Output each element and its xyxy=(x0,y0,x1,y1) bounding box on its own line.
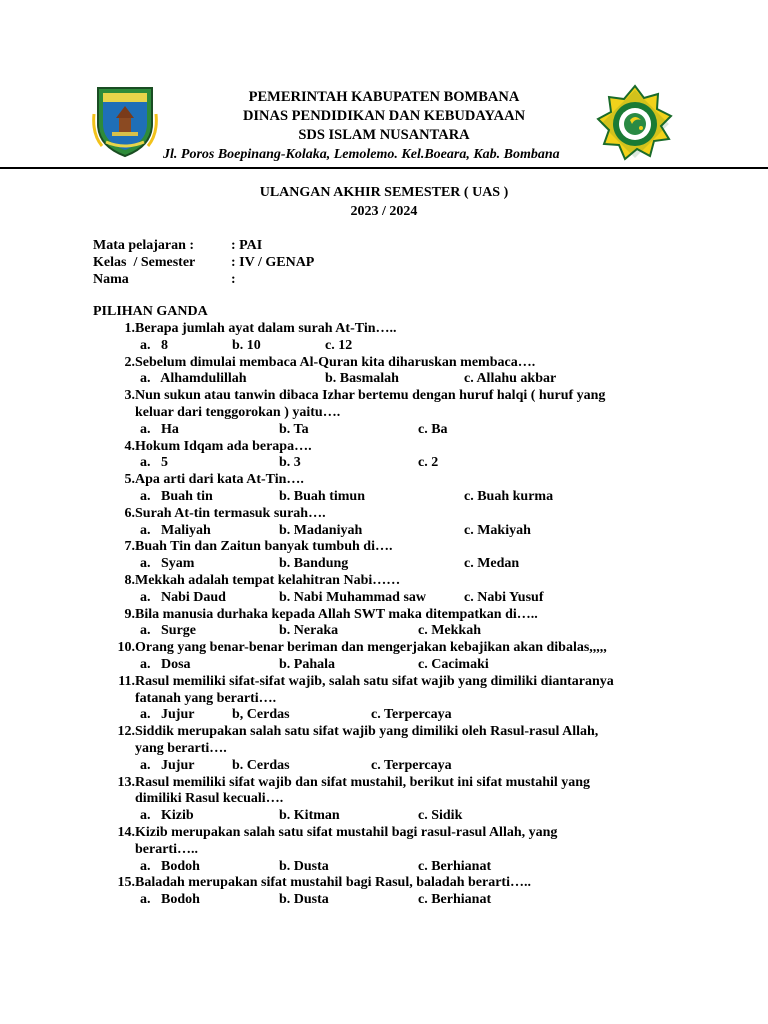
answer-option: a. Alhamdulillah xyxy=(140,371,247,387)
question-text: Buah Tin dan Zaitun banyak tumbuh di…. xyxy=(135,539,393,555)
header-department: DINAS PENDIDIKAN DAN KEBUDAYAAN xyxy=(242,108,526,124)
answer-option: a. Bodoh xyxy=(140,858,200,874)
answer-option: a. Dosa xyxy=(140,656,191,672)
answer-option: a. Syam xyxy=(140,556,195,572)
info-value: : IV / GENAP xyxy=(231,255,315,270)
info-label: Kelas / Semester xyxy=(93,255,196,270)
answer-option: b, Cerdas xyxy=(232,707,290,723)
answer-option: c. Terpercaya xyxy=(371,757,452,773)
question-text: Kizib merupakan salah satu sifat mustahil bagi rasul-rasul Allah, yang xyxy=(135,824,558,840)
answer-option: a. Nabi Daud xyxy=(140,589,226,605)
question-number: 6. xyxy=(124,505,135,521)
question-text: Baladah merupakan sifat mustahil bagi Rasul, baladah berarti….. xyxy=(135,875,531,891)
info-value: : xyxy=(231,272,236,287)
answer-option: a. Surge xyxy=(140,623,196,639)
header-address: Jl. Poros Boepinang-Kolaka, Lemolemo. Kel.Boeara, Kab. Bombana xyxy=(163,147,560,162)
question-number: 14. xyxy=(117,824,135,840)
question-item xyxy=(93,674,693,724)
question-item xyxy=(93,775,693,825)
question-item xyxy=(93,640,693,674)
question-number: 11. xyxy=(118,673,135,689)
answer-option: b. Dusta xyxy=(279,858,329,874)
answer-options xyxy=(93,707,693,724)
question-number: 15. xyxy=(117,875,135,891)
answer-options xyxy=(93,455,693,472)
question-item xyxy=(93,573,693,607)
question-item xyxy=(93,506,693,540)
question-text: Sebelum dimulai membaca Al-Quran kita diharuskan membaca…. xyxy=(135,354,536,370)
answer-option: a. Maliyah xyxy=(140,522,211,538)
question-number: 3. xyxy=(124,388,135,404)
question-number: 2. xyxy=(124,354,135,370)
info-value: : PAI xyxy=(231,238,263,253)
question-item xyxy=(93,472,693,506)
answer-options xyxy=(93,371,693,388)
question-item xyxy=(93,724,693,774)
answer-option: c. Buah kurma xyxy=(464,488,554,504)
answer-option: c. Medan xyxy=(464,556,520,572)
header-school: SDS ISLAM NUSANTARA xyxy=(298,127,470,143)
answer-option: a. Ha xyxy=(140,421,179,437)
question-item xyxy=(93,355,693,389)
section-title: PILIHAN GANDA xyxy=(93,304,208,319)
answer-options xyxy=(93,808,693,825)
answer-option: c. Berhianat xyxy=(418,892,492,908)
answer-option: a. Bodoh xyxy=(140,892,200,908)
info-row-subject xyxy=(93,237,314,254)
question-list xyxy=(93,321,693,909)
question-text: Nun sukun atau tanwin dibaca Izhar bertemu dengan huruf halqi ( huruf yang xyxy=(135,388,606,404)
question-number: 10. xyxy=(117,640,135,656)
exam-year: 2023 / 2024 xyxy=(350,204,418,219)
answer-options xyxy=(93,758,693,775)
question-item xyxy=(93,321,693,355)
question-text: berarti….. xyxy=(135,841,198,857)
question-item xyxy=(93,539,693,573)
info-label: Nama xyxy=(93,272,129,287)
answer-option: c. Terpercaya xyxy=(371,707,452,723)
answer-option: c. Sidik xyxy=(418,808,463,824)
letterhead xyxy=(0,0,768,170)
answer-option: a. Kizib xyxy=(140,808,194,824)
question-item xyxy=(93,875,693,909)
answer-option: c. Allahu akbar xyxy=(464,371,557,387)
answer-options xyxy=(93,489,693,506)
answer-option: c. Mekkah xyxy=(418,623,481,639)
answer-options xyxy=(93,892,693,909)
answer-options xyxy=(93,859,693,876)
answer-option: c. Nabi Yusuf xyxy=(464,589,544,605)
answer-option: c. 2 xyxy=(418,455,439,471)
info-label: Mata pelajaran : xyxy=(93,238,195,253)
question-text: Bila manusia durhaka kepada Allah SWT maka ditempatkan di….. xyxy=(135,606,538,622)
question-text: yang berarti…. xyxy=(135,740,227,756)
answer-option: b. Neraka xyxy=(279,623,339,639)
question-number: 4. xyxy=(124,438,135,454)
answer-option: b. 10 xyxy=(232,337,261,353)
answer-option: b. Dusta xyxy=(279,892,329,908)
question-text: keluar dari tenggorokan ) yaitu…. xyxy=(135,404,341,420)
answer-options xyxy=(93,623,693,640)
answer-options xyxy=(93,590,693,607)
question-text: Hokum Idqam ada berapa…. xyxy=(135,438,312,454)
answer-options xyxy=(93,422,693,439)
answer-options xyxy=(93,657,693,674)
question-text: fatanah yang berarti…. xyxy=(135,690,277,706)
question-text: Rasul memiliki sifat wajib dan sifat mustahil, berikut ini sifat mustahil yang xyxy=(135,774,591,790)
question-text: Siddik merupakan salah satu sifat wajib yang dimiliki oleh Rasul-rasul Allah, xyxy=(135,724,599,740)
answer-option: b. Bandung xyxy=(279,556,349,572)
question-number: 9. xyxy=(124,606,135,622)
answer-option: c. Berhianat xyxy=(418,858,492,874)
student-info xyxy=(93,237,314,288)
school-logo xyxy=(595,84,675,164)
answer-option: a. 5 xyxy=(140,455,168,471)
answer-options xyxy=(93,523,693,540)
answer-option: c. 12 xyxy=(325,337,353,353)
answer-option: c. Ba xyxy=(418,421,448,437)
question-number: 1. xyxy=(124,321,135,336)
question-item xyxy=(93,825,693,875)
answer-option: b. 3 xyxy=(279,455,301,471)
question-text: dimiliki Rasul kecuali…. xyxy=(135,791,284,807)
question-item xyxy=(93,607,693,641)
question-text: Apa arti dari kata At-Tin…. xyxy=(135,472,304,488)
answer-option: c. Cacimaki xyxy=(418,656,489,672)
question-text: Orang yang benar-benar beriman dan mengerjakan kebajikan akan dibalas,,,,, xyxy=(135,640,607,656)
question-text: Mekkah adalah tempat kelahitran Nabi…… xyxy=(135,572,401,588)
answer-option: b. Ta xyxy=(279,421,309,437)
answer-options xyxy=(93,338,693,355)
answer-option: c. Makiyah xyxy=(464,522,531,538)
answer-option: b. Basmalah xyxy=(325,371,399,387)
question-number: 12. xyxy=(117,724,135,740)
answer-option: a. Jujur xyxy=(140,707,195,723)
answer-option: a. Jujur xyxy=(140,757,195,773)
header-government: PEMERINTAH KABUPATEN BOMBANA xyxy=(248,89,520,105)
answer-option: a. 8 xyxy=(140,337,168,353)
answer-option: b. Kitman xyxy=(279,808,340,824)
question-text: Berapa jumlah ayat dalam surah At-Tin….. xyxy=(135,321,397,336)
info-row-class xyxy=(93,254,314,271)
question-item xyxy=(93,388,693,438)
question-number: 7. xyxy=(124,539,135,555)
question-text: Rasul memiliki sifat-sifat wajib, salah satu sifat wajib yang dimiliki diantaranya xyxy=(135,673,614,689)
question-item xyxy=(93,439,693,473)
answer-option: b. Pahala xyxy=(279,656,336,672)
answer-options xyxy=(93,556,693,573)
exam-title: ULANGAN AKHIR SEMESTER ( UAS ) xyxy=(259,185,509,200)
question-number: 8. xyxy=(124,572,135,588)
answer-option: a. Buah tin xyxy=(140,488,213,504)
question-number: 13. xyxy=(117,774,135,790)
header-divider xyxy=(0,167,768,169)
info-row-name xyxy=(93,271,314,288)
answer-option: b. Madaniyah xyxy=(279,522,363,538)
question-number: 5. xyxy=(124,472,135,488)
question-text: Surah At-tin termasuk surah…. xyxy=(135,505,326,521)
answer-option: b. Buah timun xyxy=(279,488,365,504)
answer-option: b. Cerdas xyxy=(232,757,290,773)
answer-option: b. Nabi Muhammad saw xyxy=(279,589,427,605)
